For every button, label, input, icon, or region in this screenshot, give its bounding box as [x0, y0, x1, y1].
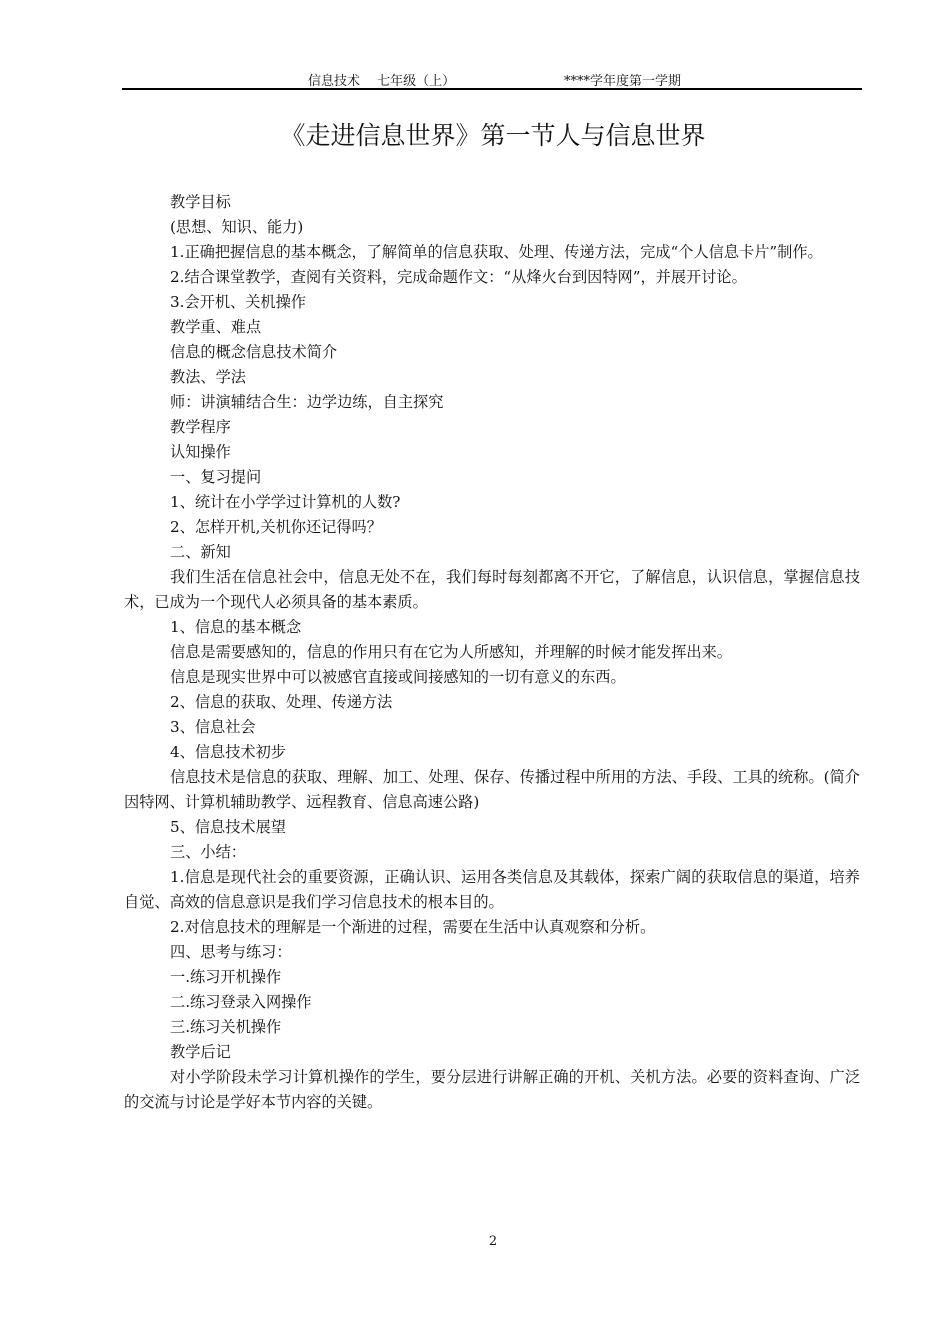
paragraph: 认知操作	[170, 443, 231, 461]
paragraph: 2、信息的获取、处理、传递方法	[170, 693, 393, 711]
paragraph: 二、新知	[170, 543, 231, 561]
header-term: ****学年度第一学期	[564, 74, 682, 89]
paragraph: 3、信息社会	[170, 718, 256, 736]
paragraph: 2.结合课堂教学，查阅有关资料，完成命题作文：“从烽火台到因特网”，并展开讨论。	[170, 268, 747, 286]
paragraph: 5、信息技术展望	[170, 818, 286, 836]
paragraph: 1、统计在小学学过计算机的人数?	[170, 493, 401, 511]
paragraph: 我们生活在信息社会中，信息无处不在，我们每时每刻都离不开它，了解信息，认识信息，掌握信息技术，已成为一个现代人必须具备的基本素质。	[124, 568, 860, 611]
paragraph: 一.练习开机操作	[170, 968, 282, 986]
paragraph: 信息是需要感知的，信息的作用只有在它为人所感知，并理解的时候才能发挥出来。	[170, 643, 732, 661]
paragraph: 教学目标	[170, 193, 231, 211]
paragraph: 教学重、难点	[170, 318, 262, 336]
paragraph: 三.练习关机操作	[170, 1018, 282, 1036]
paragraph: 对小学阶段未学习计算机操作的学生，要分层进行讲解正确的开机、关机方法。必要的资料查询、广泛的交流与讨论是学好本节内容的关键。	[124, 1068, 860, 1111]
paragraph: 4、信息技术初步	[170, 743, 286, 761]
paragraph: 1.正确把握信息的基本概念，了解简单的信息获取、处理、传递方法，完成“个人信息卡片”制作。	[170, 243, 823, 261]
page-header	[122, 68, 862, 90]
paragraph: 信息是现实世界中可以被感官直接或间接感知的一切有意义的东西。	[170, 668, 626, 686]
paragraph: 教学程序	[170, 418, 231, 436]
document-body	[124, 190, 860, 1115]
paragraph: 1.信息是现代社会的重要资源，正确认识、运用各类信息及其载体，探索广阔的获取信息的渠道，培养自觉、高效的信息意识是我们学习信息技术的根本目的。	[124, 868, 860, 911]
paragraph: (思想、知识、能力)	[170, 218, 304, 236]
paragraph: 教法、学法	[170, 368, 246, 386]
paragraph: 三、小结：	[170, 843, 246, 861]
paragraph: 3.会开机、关机操作	[170, 293, 306, 311]
document-title: 《走进信息世界》第一节人与信息世界	[280, 121, 706, 150]
paragraph: 2.对信息技术的理解是一个渐进的过程，需要在生活中认真观察和分析。	[170, 918, 656, 936]
paragraph: 信息的概念信息技术简介	[170, 343, 338, 361]
paragraph: 2、怎样开机,关机你还记得吗？	[170, 518, 382, 536]
header-subject: 信息技术 七年级（上）	[308, 74, 456, 89]
paragraph: 教学后记	[170, 1043, 231, 1061]
paragraph: 1、信息的基本概念	[170, 618, 302, 636]
paragraph: 一、复习提问	[170, 468, 262, 486]
paragraph: 师：讲演辅结合生：边学边练，自主探究	[170, 393, 444, 411]
paragraph: 二.练习登录入网操作	[170, 993, 312, 1011]
paragraph: 信息技术是信息的获取、理解、加工、处理、保存、传播过程中所用的方法、手段、工具的统称。(简介因特网、计算机辅助教学、远程教育、信息高速公路)	[124, 768, 860, 811]
page-number: 2	[488, 1234, 498, 1249]
paragraph: 四、思考与练习：	[170, 943, 292, 961]
